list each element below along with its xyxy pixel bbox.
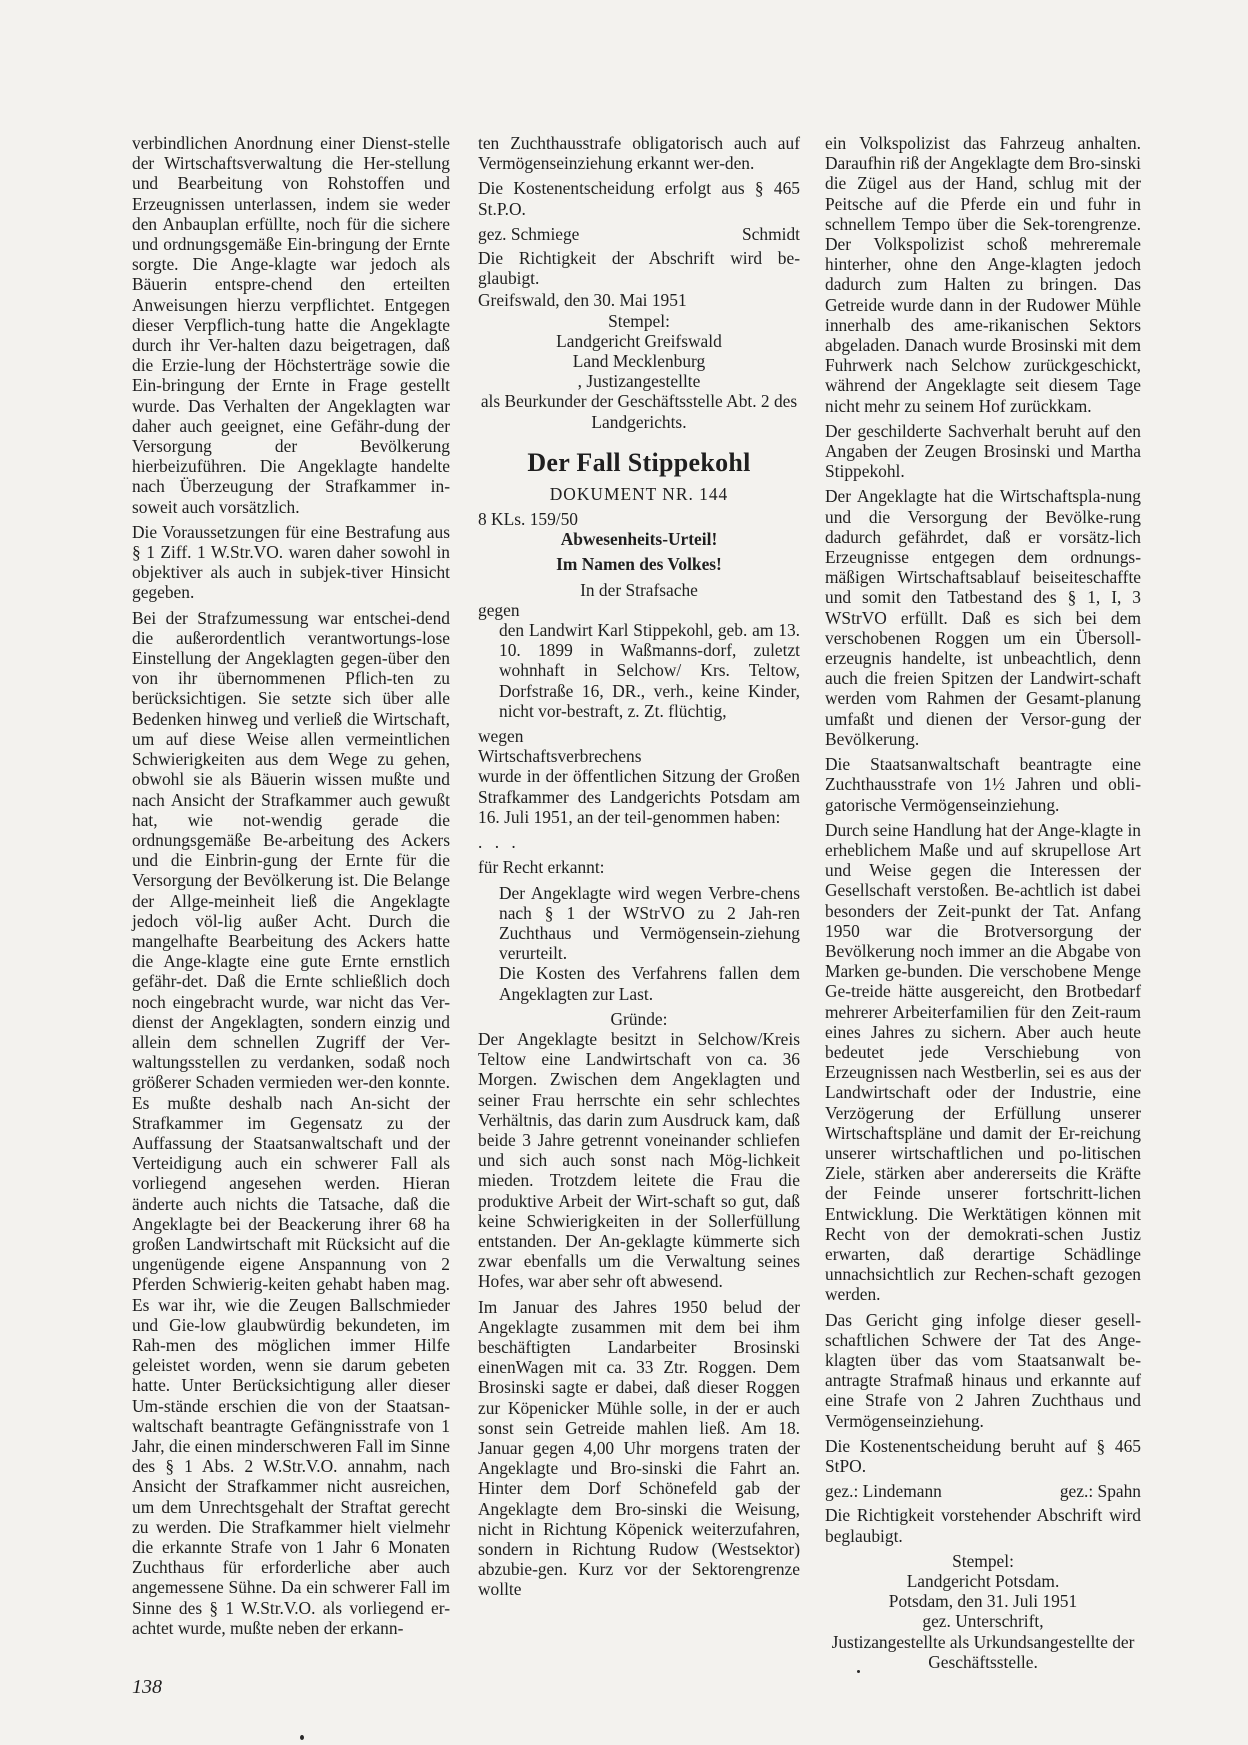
stamp-label: Stempel: bbox=[952, 1550, 1014, 1571]
signature-line bbox=[825, 1481, 1141, 1501]
place-date: Potsdam, den 31. Juli 1951 bbox=[888, 1591, 1078, 1612]
wegen-label: wegen bbox=[478, 726, 524, 747]
paragraph: ein Volkspolizist das Fahrzeug anhalten. Daraufhin riß der Angeklagte dem Bro-sinski die Zügel aus der Hand, schlug mit der Peitsche auf die Pferde ein und fuhr in schnellem Tempo über die Sek-torengrenze. Der Volkspolizist schoß mehreremale hinterher, ohne den Ange-klagten jedoch dadurch zum Halten zu bringen. Das Getreide wurde dann in der Rudower Mühle innerhalb des ame-rikanischen Sektors abgeladen. Danach wurde Brosinski mit dem Fuhrwerk nach Selchow zurückgeschickt, während der Angeklagte seit diesem Tage nicht mehr zu seinem Hof zurückkam. bbox=[825, 133, 1141, 416]
paragraph: Bei der Strafzumessung war entschei-dend die außerordentlich verantwortungs-lose Einstellung der Angeklagten gegen-über den von ihr übernommenen Pflich-ten zu berücksichtigen. Sie setzte sich über alle Bedenken hinweg und verließ die Wirtschaft, um auf diese Weise allen vermeintlichen Schwierigkeiten aus dem Wege zu gehen, obwohl sie als Bäuerin wissen mußte und nach Ansicht der Strafkammer auch gewußt hat, wie not-wendig gerade die ordnungsgemäße Be-arbeitung des Ackers und die Einbrin-gung der Ernte für die Versorgung der Bevölkerung ist. Die Belange der Allge-meinheit ließ die Angeklagte jedoch völ-lig außer Acht. Durch die mangelhafte Bearbeitung des Ackers hatte die Ange-klagte eine gute Ernte ernstlich gefähr-det. Daß die Ernte schließlich doch noch eingebracht wurde, war nicht das Ver-dienst der Angeklagten, sondern einzig und allein dem schnellen Zugriff der Ver-waltungsstellen zu verdanken, sodaß noch größerer Schaden vermieden wer-den konnte. Es mußte deshalb nach An-sicht der Strafkammer im Gegensatz zu der Auffassung der Staatsanwaltschaft und der Verteidigung auch ein schwerer Fall als vorliegend angesehen werden. Hieran änderte auch nichts die Tatsache, daß die Angeklagte bei der Beackerung ihrer 68 ha großen Landwirtschaft mit Rücksicht auf die ungenügende eigene Anspannung von 2 Pferden Schwierig-keiten gehabt haben mag. Es war ihr, wie die Zeugen Ballschmieder und Gie-low glaubwürdig bekundeten, im Rah-men des möglichen immer Hilfe geleistet worden, wenn sie darum gebeten hatte. Unter Berücksichtigung aller dieser Um-stände erschien die von der Staatsan-waltschaft beantragte Gefängnisstrafe von 1 Jahr, die einen minderschweren Fall im Sinne des § 1 Abs. 2 W.Str.V.O. annahm, nach Ansicht der Strafkammer nicht ausreichen, um dem Unrechtsgehalt der Straftat gerecht zu werden. Die Strafkammer hielt vielmehr die erkannte Strafe von 1 Jahr 6 Monaten Zuchthaus für erforderliche aber auch angemessene Sühne. Da ein schwerer Fall im Sinne des § 1 W.Str.V.O. als vorliegend er-achtet wurde, mußte neben der erkann- bbox=[132, 607, 450, 1638]
page-number: 138 bbox=[132, 1676, 162, 1698]
signature-right: gez.: Spahn bbox=[1059, 1481, 1141, 1502]
court-name: Landgericht Greifswald bbox=[556, 330, 722, 351]
strafsache-label: In der Strafsache bbox=[580, 579, 698, 600]
verdict-text: Der Angeklagte wird wegen Verbre-chens nach § 1 der WStrVO zu 2 Jah-ren Zuchthaus und Vermögensein-ziehung verurteilt. bbox=[499, 882, 800, 964]
in-name-of-people: Im Namen des Volkes! bbox=[556, 554, 722, 575]
paragraph: Die Richtigkeit der Abschrift wird be-glaubigt. bbox=[478, 248, 800, 289]
paragraph: Die Kostenentscheidung beruht auf § 465 StPO. bbox=[825, 1435, 1141, 1476]
file-number: 8 KLs. 159/50 bbox=[478, 509, 578, 530]
column-left bbox=[132, 133, 450, 1643]
court-state: Land Mecklenburg bbox=[572, 351, 706, 372]
print-speck bbox=[300, 1735, 304, 1740]
paragraph: Der Angeklagte besitzt in Selchow/Kreis Teltow eine Landwirtschaft von ca. 36 Morgen. Zwischen dem Angeklagten und seiner Frau herrschte ein sehr schlechtes Verhältnis, das darin zum Ausdruck kam, daß beide 3 Jahre getrennt voneinander schliefen und sich auch sonst nach Mög-lichkeit mieden. Trotzdem leitete die Frau die produktive Arbeit der Wirt-schaft so gut, daß keine Schwierigkeiten in der Sollerfüllung entstanden. Der An-geklagte kümmerte sich zwar ebenfalls um die Verwaltung seines Hofes, war aber sehr oft abwesend. bbox=[478, 1028, 800, 1292]
verdict-title: Abwesenheits-Urteil! bbox=[560, 529, 718, 550]
clerk-title: , Justizangestellte bbox=[577, 371, 701, 392]
defendant-details: den Landwirt Karl Stippekohl, geb. am 13. 10. 1899 in Waßmanns-dorf, zuletzt wohnhaft in Selchow/ Krs. Teltow, Dorfstraße 16, DR., verh., keine Kinder, nicht vor-bestraft, z. Zt. flüchtig, bbox=[499, 620, 800, 721]
court-name: Landgericht Potsdam. bbox=[906, 1571, 1060, 1592]
signature-left: gez.: Lindemann bbox=[825, 1481, 942, 1502]
paragraph: verbindlichen Anordnung einer Dienst-stelle der Wirtschaftsverwaltung die Her-stellung und Bearbeitung von Rohstoffen und Erzeugnissen unterlassen, indem sie weder den Anbauplan erfüllte, noch für die sichere und ordnungsgemäße Ein-bringung der Ernte sorgte. Die Ange-klagte war jedoch als Bäuerin entspre-chend den erteilten Anweisungen hierzu verpflichtet. Entgegen dieser Verpflich-tung hatte die Angeklagte durch ihr Ver-halten dazu beigetragen, daß die Erzie-lung der Höchsterträge sowie die Ein-bringung der Ernte in Frage gestellt wurde. Das Verhalten der Angeklagten war daher auch geeignet, eine Gefähr-dung der Versorgung der Bevölkerung hierbeizuführen. Die Angeklagte handelte nach Überzeugung der Strafkammer in-soweit auch vorsätzlich. bbox=[132, 133, 450, 517]
signed-label: gez. Unterschrift, bbox=[922, 1611, 1044, 1632]
paragraph: Der Angeklagte hat die Wirtschaftspla-nung und die Versorgung der Bevölke-rung dadurch gefährdet, daß er vorsätz-lich Erzeugnisse entgegen dem ordnungs-mäßigen Wirtschaftsablauf beiseiteschaffte und somit den Tatbestand des § 1, I, 3 WStrVO erfüllt. Daß es sich bei dem verschobenen Roggen um ein Übersoll-erzeugnis handelte, ist unbeachtlich, denn auch die freien Spitzen der Landwirt-schaft werden vom Rahmen der Gesamt-planung umfaßt und dienen der Versor-gung der Bevölkerung. bbox=[825, 486, 1141, 749]
crime-label: Wirtschaftsverbrechens bbox=[478, 746, 642, 767]
place-date: Greifswald, den 30. Mai 1951 bbox=[478, 290, 687, 311]
paragraph: Die Richtigkeit vorstehender Abschrift wird beglaubigt. bbox=[825, 1505, 1141, 1546]
paragraph: Der geschilderte Sachverhalt beruht auf den Angaben der Zeugen Brosinski und Martha Stippekohl. bbox=[825, 420, 1141, 482]
print-speck bbox=[857, 1670, 860, 1673]
paragraph: Das Gericht ging infolge dieser gesell-schaftlichen Schwere der Tat des Ange-klagten über das vom Staatsanwalt be-antragte Strafmaß hinaus und erkannte auf eine Strafe von 2 Jahren Zuchthaus und Vermögenseinziehung. bbox=[825, 1309, 1141, 1431]
column-middle bbox=[478, 133, 800, 1605]
gegen-label: gegen bbox=[478, 599, 520, 620]
column-right bbox=[825, 133, 1141, 1677]
ellipsis: . . . bbox=[478, 832, 520, 853]
paragraph: Die Voraussetzungen für eine Bestrafung aus § 1 Ziff. 1 W.Str.VO. waren daher sowohl in objektiver als auch in subjek-tiver Hinsicht gegeben. bbox=[132, 521, 450, 603]
paragraph: Im Januar des Jahres 1950 belud der Angeklagte zusammen mit dem bei ihm beschäftigten Landarbeiter Brosinski einenWagen mit ca. 33 Ztr. Roggen. Dem Brosinski sagte er dabei, daß dieser Roggen zur Köpenicker Mühle solle, in der er auch sonst sein Getreide mahlen ließ. Am 18. Januar gegen 4,00 Uhr morgens traten der Angeklagte und Bro-sinski die Fahrt an. Hinter dem Dorf Schönefeld gab der Angeklagte dem Bro-sinski die Weisung, nicht in Richtung Köpenick weiterzufahren, sondern in Richtung Rudow (Westsektor) abzubie-gen. Kurz vor der Sektorengrenze wollte bbox=[478, 1296, 800, 1600]
recht-label: für Recht erkannt: bbox=[478, 857, 605, 878]
clerk-role: Justizangestellte als Urkundsangestellte der Geschäftsstelle. bbox=[831, 1631, 1135, 1672]
case-title: Der Fall Stippekohl bbox=[527, 447, 751, 477]
clerk-role: als Beurkunder der Geschäftsstelle Abt. 2 des Landgerichts. bbox=[480, 391, 798, 432]
paragraph: ten Zuchthausstrafe obligatorisch auch auf Vermögenseinziehung erkannt wer-den. bbox=[478, 133, 800, 174]
signature-line bbox=[478, 224, 800, 244]
gruende-label: Gründe: bbox=[610, 1008, 668, 1029]
paragraph: wurde in der öffentlichen Sitzung der Großen Strafkammer des Landgerichts Potsdam am 16. Juli 1951, an der teil-genommen haben: bbox=[478, 766, 800, 827]
paragraph: Die Staatsanwaltschaft beantragte eine Zuchthausstrafe von 1½ Jahren und obli-gatorische Vermögenseinziehung. bbox=[825, 754, 1141, 815]
signature-left: gez. Schmiege bbox=[478, 223, 580, 244]
paragraph: Durch seine Handlung hat der Ange-klagte in erheblichem Maße und auf skrupellose Art und Weise gegen die Interessen der Gesellschaft verstoßen. Be-achtlich ist dabei besonders der Zeit-punkt der Tat. Anfang 1950 war die Brotversorgung der Bevölkerung noch immer an die Abgabe von Marken ge-bunden. Die verschobene Menge Ge-treide hätte ausgereicht, den Brotbedarf mehrerer Arbeiterfamilien für den Zeit-raum eines Jahres zu sichern. Aber auch heute bedeutet jede Verschiebung von Erzeugnissen nach Westberlin, sei es aus der Landwirtschaft oder der Industrie, eine Verzögerung der Erfüllung unserer Wirtschaftspläne und damit der Er-reichung unserer wirtschaftlichen und po-litischen Ziele, stärken aber andererseits die Kräfte der Feinde unserer fortschritt-lichen Entwicklung. Die Werktätigen können mit Recht von der demokrati-schen Justiz erwarten, daß derartige Schädlinge unnachsichtlich zur Rechen-schaft gezogen werden. bbox=[825, 819, 1141, 1305]
signature-right: Schmidt bbox=[742, 223, 800, 244]
paragraph: Die Kostenentscheidung erfolgt aus § 465 St.P.O. bbox=[478, 178, 800, 219]
verdict-costs: Die Kosten des Verfahrens fallen dem Angeklagten zur Last. bbox=[499, 963, 800, 1004]
stamp-label: Stempel: bbox=[608, 310, 670, 331]
document-number: DOKUMENT NR. 144 bbox=[549, 483, 729, 504]
